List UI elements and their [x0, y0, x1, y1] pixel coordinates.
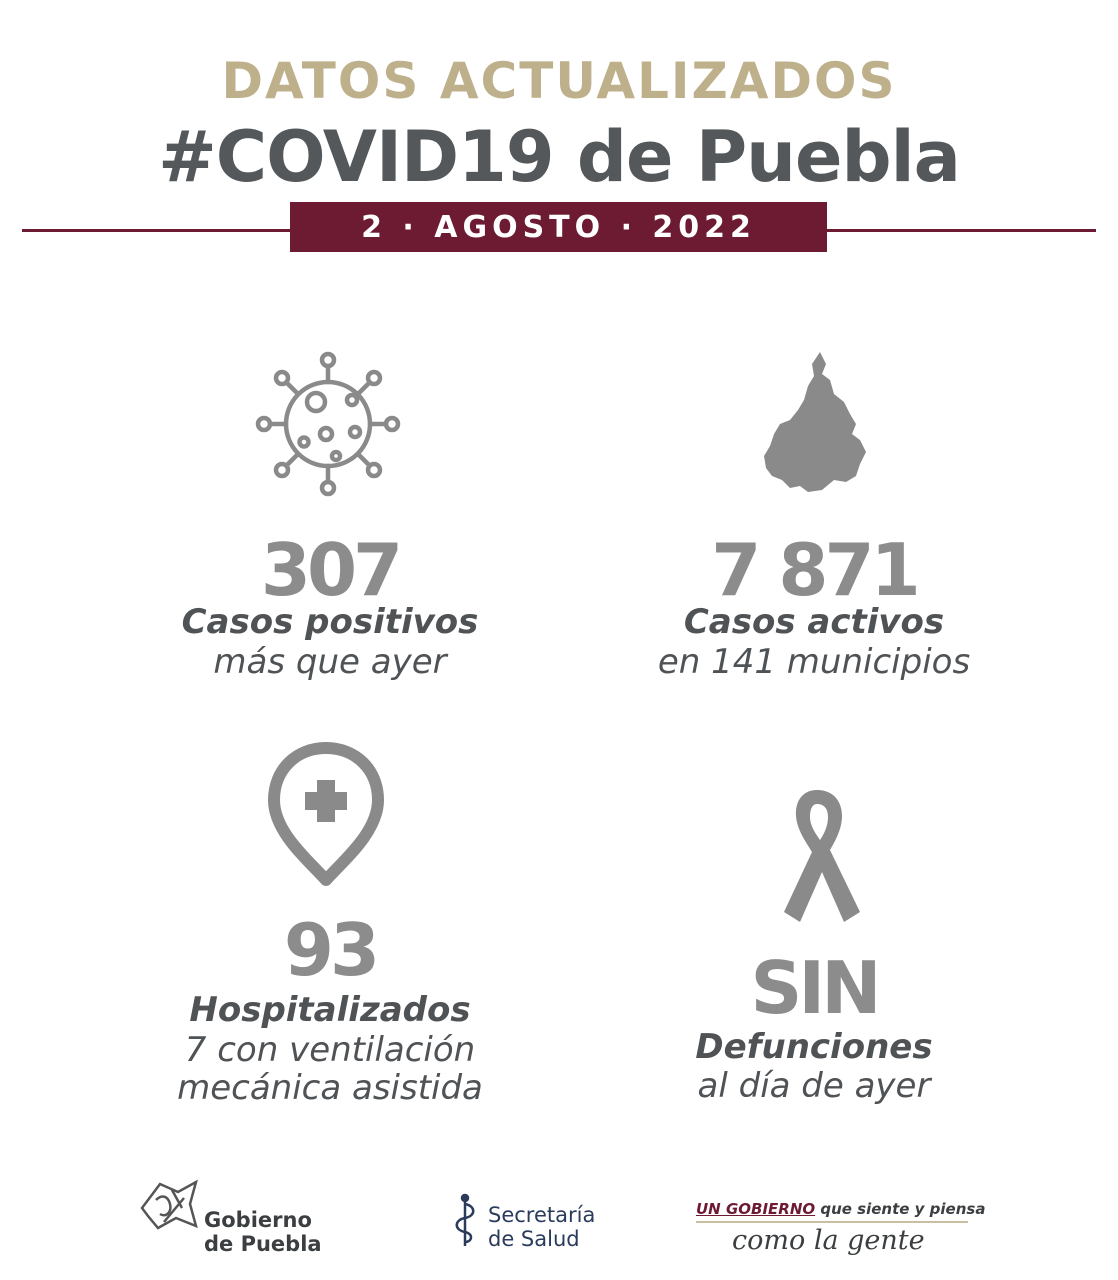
gobierno-line1: Gobierno [204, 1208, 312, 1232]
ribbon-icon [762, 780, 872, 926]
active-subtitle: en 141 municipios [657, 642, 971, 682]
slogan [696, 1200, 986, 1256]
divider-right [824, 229, 1096, 232]
salud-line2: de Salud [488, 1227, 580, 1251]
positives-number: 307 [260, 528, 400, 612]
puebla-map-icon [760, 350, 870, 498]
deaths-number: SIN [750, 946, 878, 1030]
slogan-rest: que siente y piensa [815, 1200, 986, 1218]
gobierno-puebla-label [204, 1208, 322, 1256]
active-title: Casos activos [683, 602, 945, 642]
divider-left [22, 229, 294, 232]
slogan-emphasis: UN GOBIERNO [696, 1200, 816, 1218]
gobierno-puebla-logo-icon [138, 1178, 200, 1232]
deaths-title: Defunciones [695, 1027, 933, 1067]
hospitalized-line3: mecánica asistida [177, 1068, 483, 1108]
medical-location-pin-icon [266, 742, 386, 888]
page-title: #COVID19 de Puebla [158, 116, 960, 198]
deaths-subtitle: al día de ayer [697, 1066, 931, 1106]
hospitalized-number: 93 [283, 908, 377, 992]
slogan-script: como la gente [732, 1225, 925, 1256]
hospitalized-line2: 7 con ventilación [184, 1030, 476, 1070]
virus-icon [252, 350, 404, 498]
salud-line1: Secretaría [488, 1203, 596, 1227]
caduceus-icon [452, 1192, 478, 1248]
positives-subtitle: más que ayer [213, 642, 447, 682]
header-kicker: DATOS ACTUALIZADOS [221, 52, 897, 110]
positives-title: Casos positivos [181, 602, 479, 642]
date-banner: 2 · AGOSTO · 2022 [290, 202, 827, 252]
slogan-top [696, 1200, 986, 1218]
active-number: 7 871 [711, 528, 917, 612]
slogan-rule [696, 1221, 968, 1223]
hospitalized-title: Hospitalizados [189, 990, 471, 1030]
gobierno-line2: de Puebla [204, 1232, 322, 1256]
secretaria-salud-label [488, 1203, 595, 1251]
